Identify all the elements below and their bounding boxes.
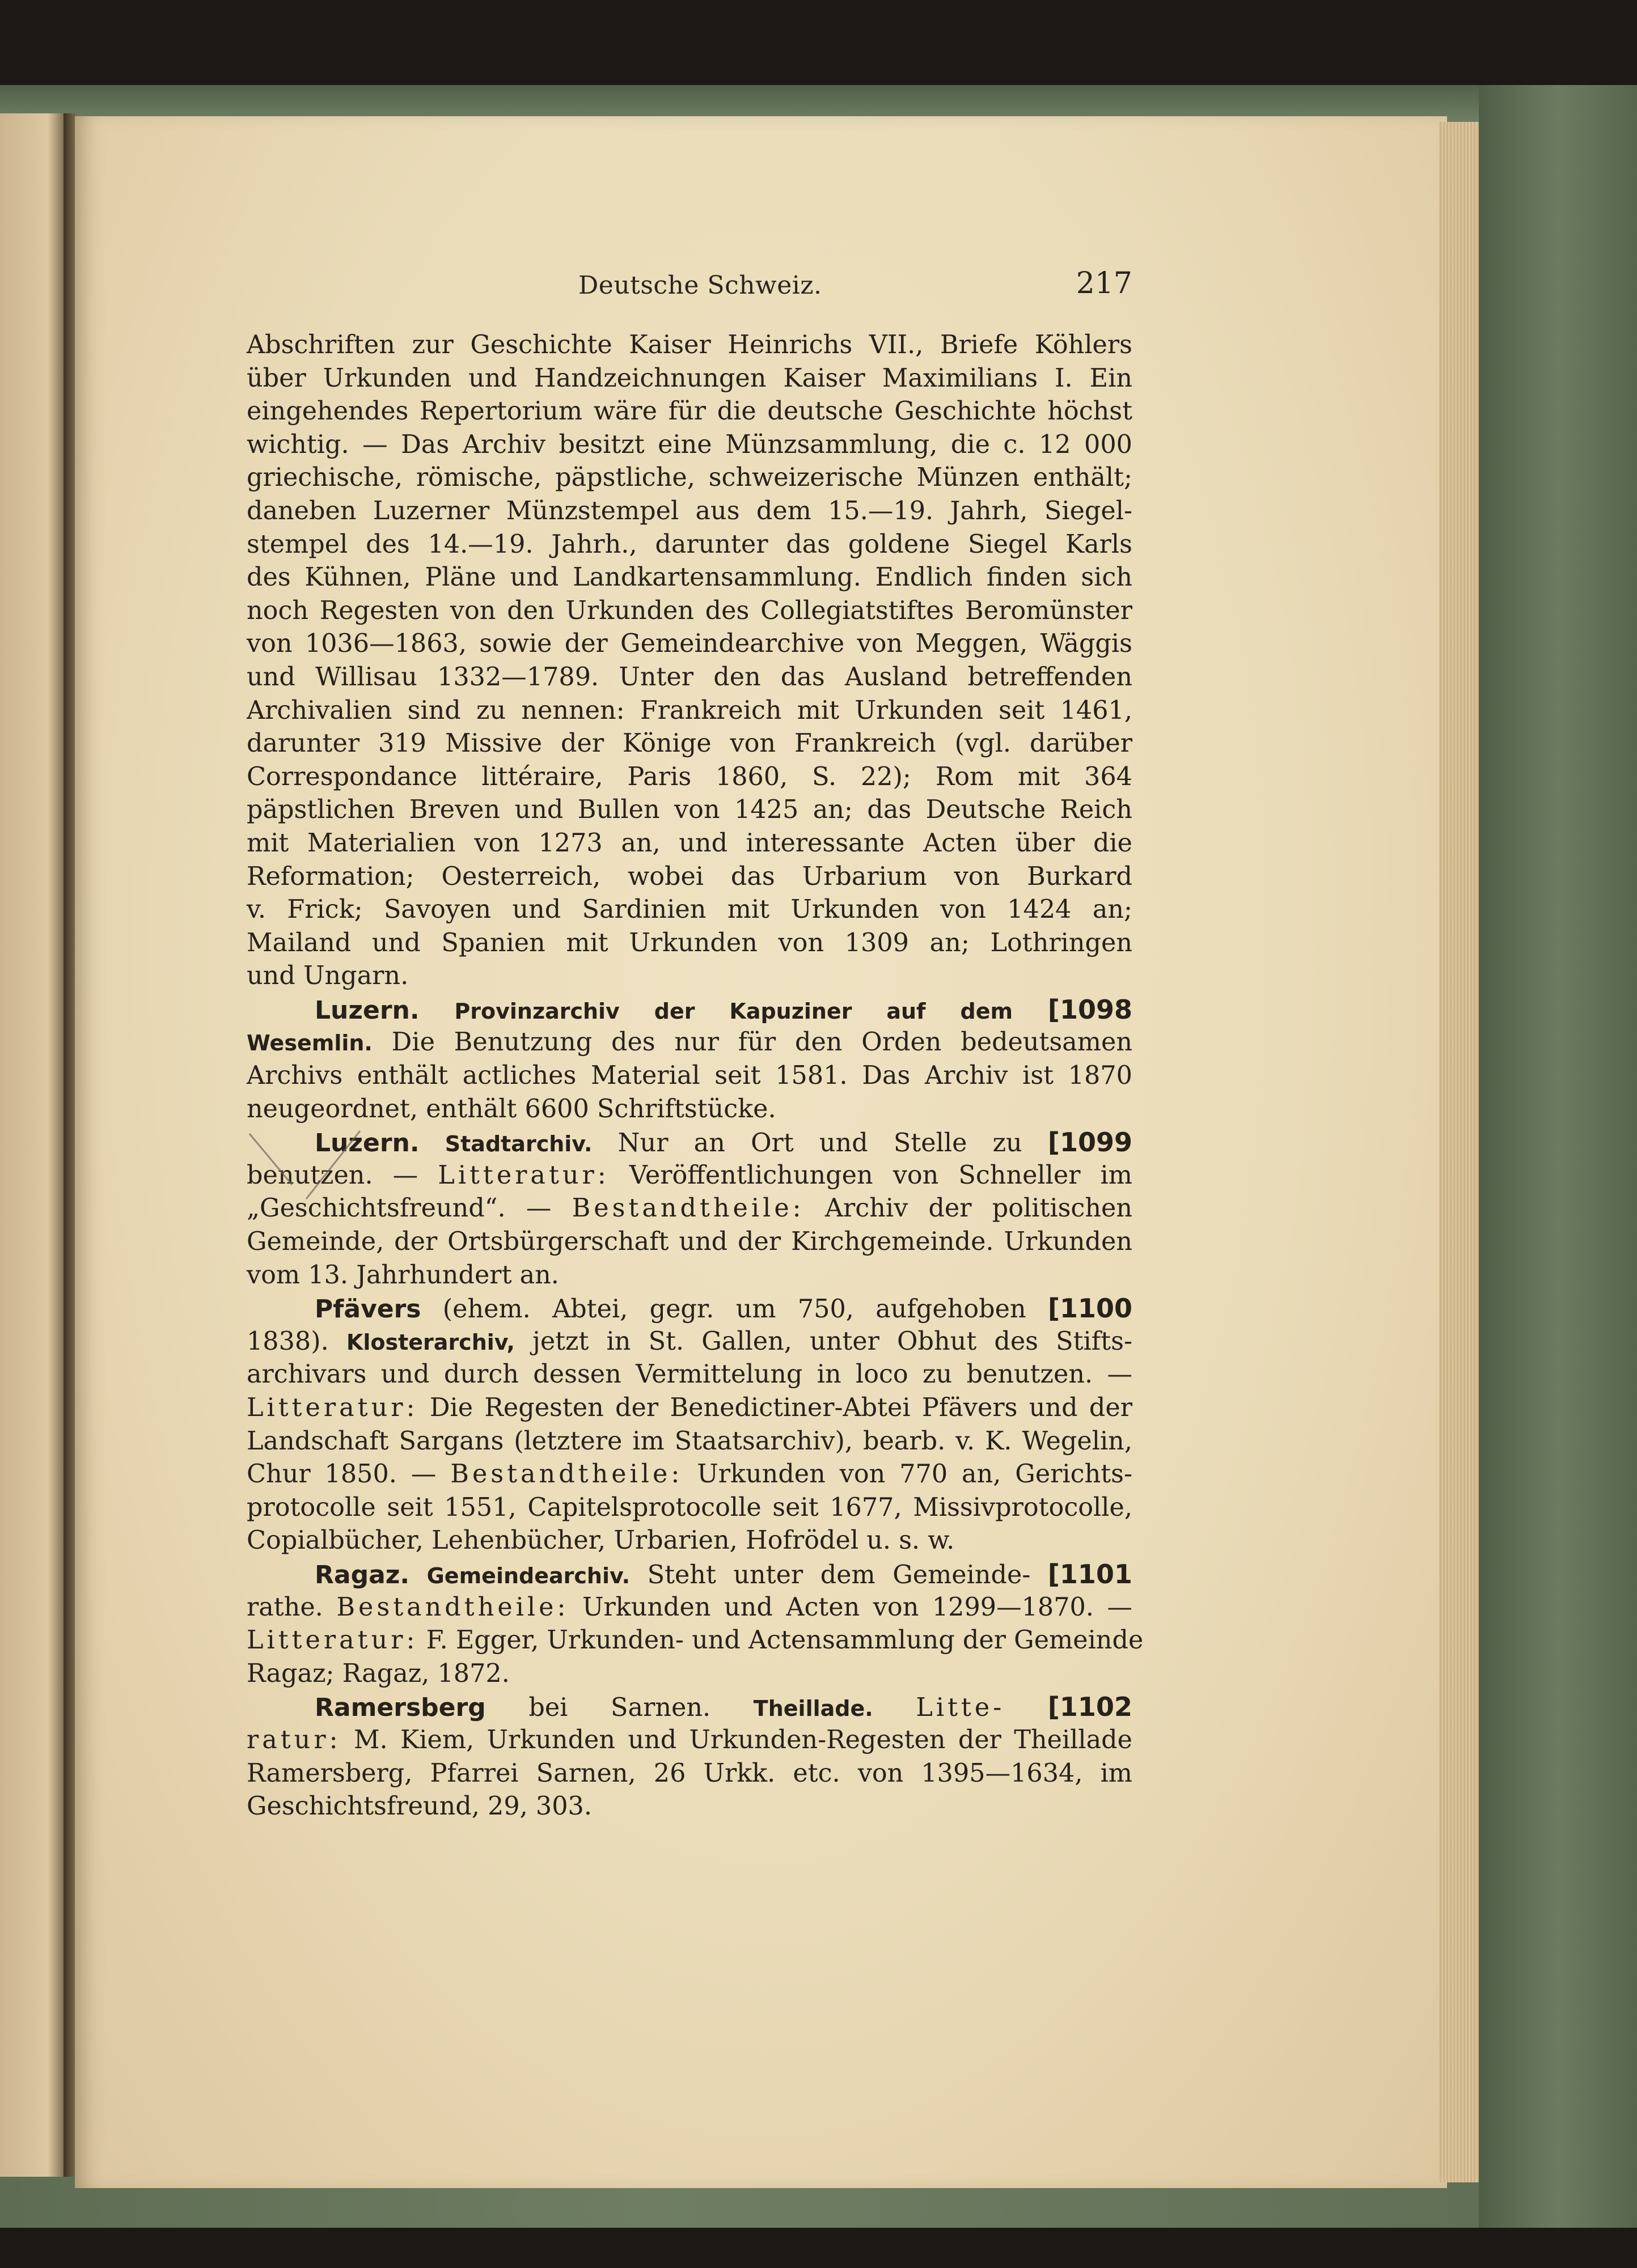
entry-1098-line: Archivs enthält actliches Material seit 1581. Das Archiv ist 1870 xyxy=(247,1061,1132,1091)
book-binding-right xyxy=(1479,85,1637,2228)
running-head: Deutsche Schweiz. xyxy=(578,271,822,300)
entry-place: Wesemlin. xyxy=(247,1031,373,1056)
page-number: 217 xyxy=(1076,266,1132,300)
entry-place: Ragaz. xyxy=(315,1560,410,1589)
spaced-label: Bestandtheile: xyxy=(336,1592,569,1622)
entry-1101-line xyxy=(247,1558,1132,1591)
text-fragment: jetzt in St. Gallen, unter Obhut des Stifts- xyxy=(532,1326,1132,1356)
text-line: päpstlichen Breven und Bullen von 1425 an; das Deutsche Reich xyxy=(247,795,1132,825)
spaced-label: Litteratur: xyxy=(247,1626,418,1655)
spaced-label: Bestandtheile: xyxy=(572,1194,805,1223)
text-line: von 1036—1863, sowie der Gemeindearchive von Meggen, Wäggis xyxy=(247,629,1132,659)
entry-1100-line xyxy=(247,1292,1132,1325)
entry-1100-line xyxy=(247,1392,1132,1425)
entry-archive: Stadtarchiv. xyxy=(445,1131,593,1157)
entry-place: Pfävers xyxy=(315,1295,421,1324)
text-fragment: F. Egger, Urkunden- und Actensammlung der Gemeinde xyxy=(426,1626,1144,1655)
entry-1100-line: archivars und durch dessen Vermittelung in loco zu benutzen. — xyxy=(247,1360,1132,1389)
entry-1101-line: Ragaz; Ragaz, 1872. xyxy=(247,1659,510,1688)
page-edges xyxy=(1439,122,1479,2182)
entry-1102-line xyxy=(247,1690,1132,1724)
text-line: Mailand und Spanien mit Urkunden von 1309 an; Lothringen xyxy=(247,928,1132,957)
entry-1102-line xyxy=(247,1724,1132,1757)
text-fragment: M. Kiem, Urkunden und Urkunden-Regesten der Theillade xyxy=(353,1725,1132,1754)
text-line: mit Materialien von 1273 an, und interessante Acten über die xyxy=(247,828,1132,858)
entry-1099-line: Gemeinde, der Ortsbürgerschaft und der Kirchgemeinde. Urkunden xyxy=(247,1227,1132,1257)
text-fragment: „Geschichtsfreund“. — xyxy=(247,1194,552,1223)
page-header xyxy=(247,266,1132,316)
text-line: Correspondance littéraire, Paris 1860, S. 22); Rom mit 364 xyxy=(247,762,1132,791)
entry-ref: [1099 xyxy=(1047,1127,1132,1158)
entry-archive: Klosterarchiv, xyxy=(346,1329,515,1355)
entry-1098-line xyxy=(247,1026,1132,1059)
text-line: über Urkunden und Handzeichnungen Kaiser Maximilians I. Ein xyxy=(247,363,1132,393)
text-line: stempel des 14.—19. Jahrh., darunter das goldene Siegel Karls xyxy=(247,529,1132,559)
text-line: griechische, römische, päpstliche, schweizerische Münzen enthält; xyxy=(247,463,1132,493)
entry-ref: [1102 xyxy=(1047,1692,1132,1723)
text-fragment: 1838). xyxy=(247,1326,329,1356)
text-line: des Kühnen, Pläne und Landkartensammlung. Endlich finden sich xyxy=(247,563,1132,592)
text-fragment: Steht unter dem Gemeinde- xyxy=(647,1560,1031,1589)
facing-page-edge xyxy=(0,113,68,2177)
entry-ref: [1098 xyxy=(1047,994,1132,1025)
text-fragment: Chur 1850. — xyxy=(247,1460,437,1489)
spaced-label: Litteratur: xyxy=(247,1393,418,1422)
pencil-mark xyxy=(238,1120,386,1210)
text-fragment: Die Benutzung des nur für den Orden bedeutsamen xyxy=(391,1028,1132,1057)
text-fragment: bei Sarnen. xyxy=(528,1693,711,1723)
text-line: und Willisau 1332—1789. Unter den das Ausland betreffenden xyxy=(247,662,1132,692)
spaced-label: Litte- xyxy=(916,1693,1005,1723)
entry-1101-line xyxy=(247,1624,1144,1657)
text-fragment: rathe. xyxy=(247,1592,323,1622)
entry-1100-line xyxy=(247,1325,1132,1359)
text-fragment: Archiv der politischen xyxy=(824,1194,1132,1223)
entry-ref: [1100 xyxy=(1047,1293,1133,1324)
entry-1102-line: Geschichtsfreund, 29, 303. xyxy=(247,1792,593,1821)
text-fragment: Veröffentlichungen von Schneller im xyxy=(629,1160,1132,1190)
entry-1102-line: Ramersberg, Pfarrei Sarnen, 26 Urkk. etc. von 1395—1634, im xyxy=(247,1758,1132,1788)
text-line: wichtig. — Das Archiv besitzt eine Münzsammlung, die c. 12 000 xyxy=(247,430,1132,459)
entry-ref: [1101 xyxy=(1047,1558,1132,1589)
text-fragment: Nur an Ort und Stelle zu xyxy=(617,1129,1022,1158)
spaced-label: ratur: xyxy=(247,1725,341,1754)
text-fragment: Die Regesten der Benedictiner-Abtei Pfävers und der xyxy=(429,1393,1132,1422)
text-line: noch Regesten von den Urkunden des Collegiatstiftes Beromünster xyxy=(247,596,1132,625)
main-text xyxy=(247,329,1144,1824)
text-line: Archivalien sind zu nennen: Frankreich mit Urkunden seit 1461, xyxy=(247,696,1132,725)
text-fragment: Urkunden von 770 an, Gerichts- xyxy=(697,1460,1132,1489)
entry-1100-line: Landschaft Sargans (letztere im Staatsarchiv), bearb. v. K. Wegelin, xyxy=(247,1426,1132,1456)
text-fragment: (ehem. Abtei, gegr. um 750, aufgehoben xyxy=(442,1295,1026,1324)
text-line: und Ungarn. xyxy=(247,961,409,991)
text-line: v. Frick; Savoyen und Sardinien mit Urkunden von 1424 an; xyxy=(247,895,1132,925)
entry-1100-line: protocolle seit 1551, Capitelsprotocolle seit 1677, Missivprotocolle, xyxy=(247,1493,1132,1522)
entry-place: Ramersberg xyxy=(315,1693,486,1723)
text-fragment: benutzen. — xyxy=(247,1160,418,1190)
entry-1100-line xyxy=(247,1458,1132,1491)
entry-place: Luzern. xyxy=(315,995,420,1025)
spaced-label: Bestandtheile: xyxy=(450,1460,683,1489)
entry-archive: Theillade. xyxy=(753,1696,873,1722)
entry-1100-line: Copialbücher, Lehenbücher, Urbarien, Hofrödel u. s. w. xyxy=(247,1526,955,1555)
text-fragment: Urkunden und Acten von 1299—1870. — xyxy=(582,1592,1132,1622)
entry-place: Luzern. xyxy=(315,1129,420,1158)
entry-1098-line xyxy=(247,993,1132,1027)
text-line: eingehendes Repertorium wäre für die deutsche Geschichte höchst xyxy=(247,397,1132,426)
text-line: Abschriften zur Geschichte Kaiser Heinrichs VII., Briefe Köhlers xyxy=(247,330,1132,359)
entry-1101-line xyxy=(247,1591,1132,1625)
spaced-label: Litteratur: xyxy=(438,1160,610,1190)
entry-1098-line: neugeordnet, enthält 6600 Schriftstücke. xyxy=(247,1094,776,1124)
text-line: Reformation; Oesterreich, wobei das Urbarium von Burkard xyxy=(247,862,1132,891)
entry-archive: Gemeindearchiv. xyxy=(426,1563,631,1588)
entry-1099-line: vom 13. Jahrhundert an. xyxy=(247,1260,559,1290)
text-line: darunter 319 Missive der Könige von Frankreich (vgl. darüber xyxy=(247,729,1132,758)
entry-archive: Provinzarchiv der Kapuziner auf dem xyxy=(454,998,1013,1024)
text-line: daneben Luzerner Münzstempel aus dem 15.—19. Jahrh, Siegel- xyxy=(247,496,1132,525)
